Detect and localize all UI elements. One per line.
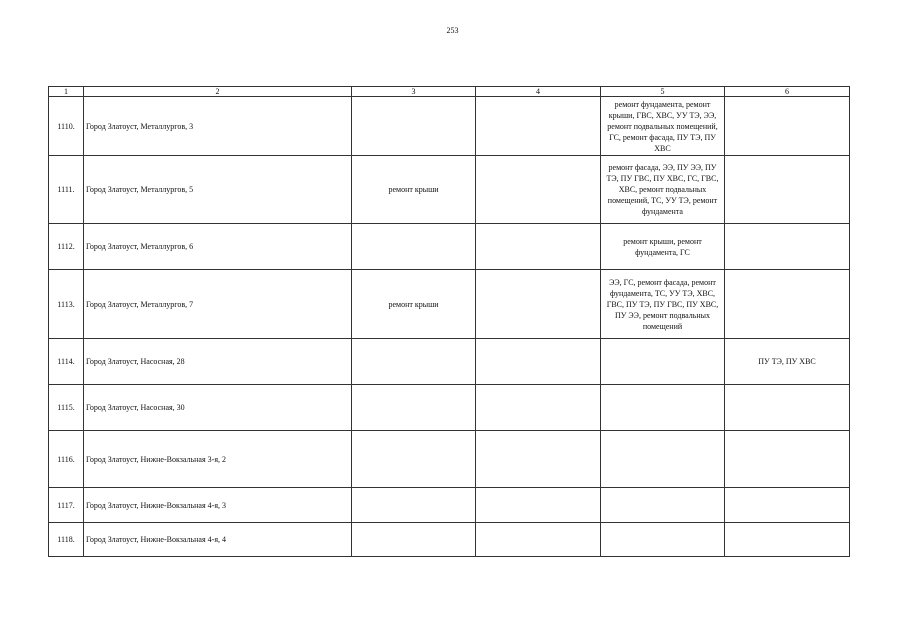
header-row xyxy=(49,87,850,97)
row-number: 1117. xyxy=(49,488,84,523)
col5-cell xyxy=(601,523,725,557)
col5-cell: ремонт крыши, ремонт фундамента, ГС xyxy=(601,224,725,270)
table-row xyxy=(49,156,850,224)
row-number: 1115. xyxy=(49,385,84,431)
row-number: 1113. xyxy=(49,270,84,339)
col6-cell xyxy=(725,385,850,431)
address-cell: Город Златоуст, Нижне-Вокзальная 4-я, 3 xyxy=(84,488,352,523)
column-header-6: 6 xyxy=(725,87,850,97)
col3-cell xyxy=(352,97,476,156)
col6-cell xyxy=(725,488,850,523)
col3-cell xyxy=(352,385,476,431)
col5-cell: ремонт фундамента, ремонт крыши, ГВС, ХВС, УУ ТЭ, ЭЭ, ремонт подвальных помещений, ГС, ремонт фасада, ПУ ТЭ, ПУ ХВС xyxy=(601,97,725,156)
col3-cell xyxy=(352,431,476,488)
col5-cell: ремонт фасада, ЭЭ, ПУ ЭЭ, ПУ ТЭ, ПУ ГВС, ПУ ХВС, ГС, ГВС, ХВС, ремонт подвальных помещений, ТС, УУ ТЭ, ремонт фундамента xyxy=(601,156,725,224)
row-number: 1118. xyxy=(49,523,84,557)
table-row xyxy=(49,339,850,385)
col6-cell: ПУ ТЭ, ПУ ХВС xyxy=(725,339,850,385)
column-header-5: 5 xyxy=(601,87,725,97)
column-header-4: 4 xyxy=(476,87,601,97)
col4-cell xyxy=(476,97,601,156)
address-cell: Город Златоуст, Насосная, 28 xyxy=(84,339,352,385)
col3-cell: ремонт крыши xyxy=(352,270,476,339)
row-number: 1110. xyxy=(49,97,84,156)
col5-cell xyxy=(601,431,725,488)
row-number: 1114. xyxy=(49,339,84,385)
col6-cell xyxy=(725,431,850,488)
address-cell: Город Златоуст, Металлургов, 6 xyxy=(84,224,352,270)
col4-cell xyxy=(476,385,601,431)
col3-cell xyxy=(352,488,476,523)
address-cell: Город Златоуст, Насосная, 30 xyxy=(84,385,352,431)
row-number: 1112. xyxy=(49,224,84,270)
table-row xyxy=(49,523,850,557)
col4-cell xyxy=(476,270,601,339)
address-cell: Город Златоуст, Нижне-Вокзальная 3-я, 2 xyxy=(84,431,352,488)
table-row xyxy=(49,97,850,156)
col4-cell xyxy=(476,431,601,488)
row-number: 1111. xyxy=(49,156,84,224)
column-header-3: 3 xyxy=(352,87,476,97)
address-cell: Город Златоуст, Металлургов, 5 xyxy=(84,156,352,224)
col5-cell xyxy=(601,339,725,385)
col6-cell xyxy=(725,224,850,270)
col4-cell xyxy=(476,156,601,224)
col5-cell xyxy=(601,488,725,523)
row-number: 1116. xyxy=(49,431,84,488)
table-row xyxy=(49,270,850,339)
col4-cell xyxy=(476,339,601,385)
col4-cell xyxy=(476,224,601,270)
col4-cell xyxy=(476,523,601,557)
address-cell: Город Златоуст, Нижне-Вокзальная 4-я, 4 xyxy=(84,523,352,557)
col3-cell xyxy=(352,339,476,385)
address-cell: Город Златоуст, Металлургов, 7 xyxy=(84,270,352,339)
table-row xyxy=(49,431,850,488)
column-header-2: 2 xyxy=(84,87,352,97)
col6-cell xyxy=(725,523,850,557)
col3-cell: ремонт крыши xyxy=(352,156,476,224)
col5-cell xyxy=(601,385,725,431)
column-header-1: 1 xyxy=(49,87,84,97)
col5-cell: ЭЭ, ГС, ремонт фасада, ремонт фундамента, ТС, УУ ТЭ, ХВС, ГВС, ПУ ТЭ, ПУ ГВС, ПУ ХВС, ПУ ЭЭ, ремонт подвальных помещений xyxy=(601,270,725,339)
col6-cell xyxy=(725,270,850,339)
col3-cell xyxy=(352,224,476,270)
table-row xyxy=(49,224,850,270)
col6-cell xyxy=(725,97,850,156)
col3-cell xyxy=(352,523,476,557)
table-row xyxy=(49,488,850,523)
col6-cell xyxy=(725,156,850,224)
address-cell: Город Златоуст, Металлургов, 3 xyxy=(84,97,352,156)
table-row xyxy=(49,385,850,431)
works-table xyxy=(48,86,850,557)
col4-cell xyxy=(476,488,601,523)
page-number: 253 xyxy=(446,26,459,35)
